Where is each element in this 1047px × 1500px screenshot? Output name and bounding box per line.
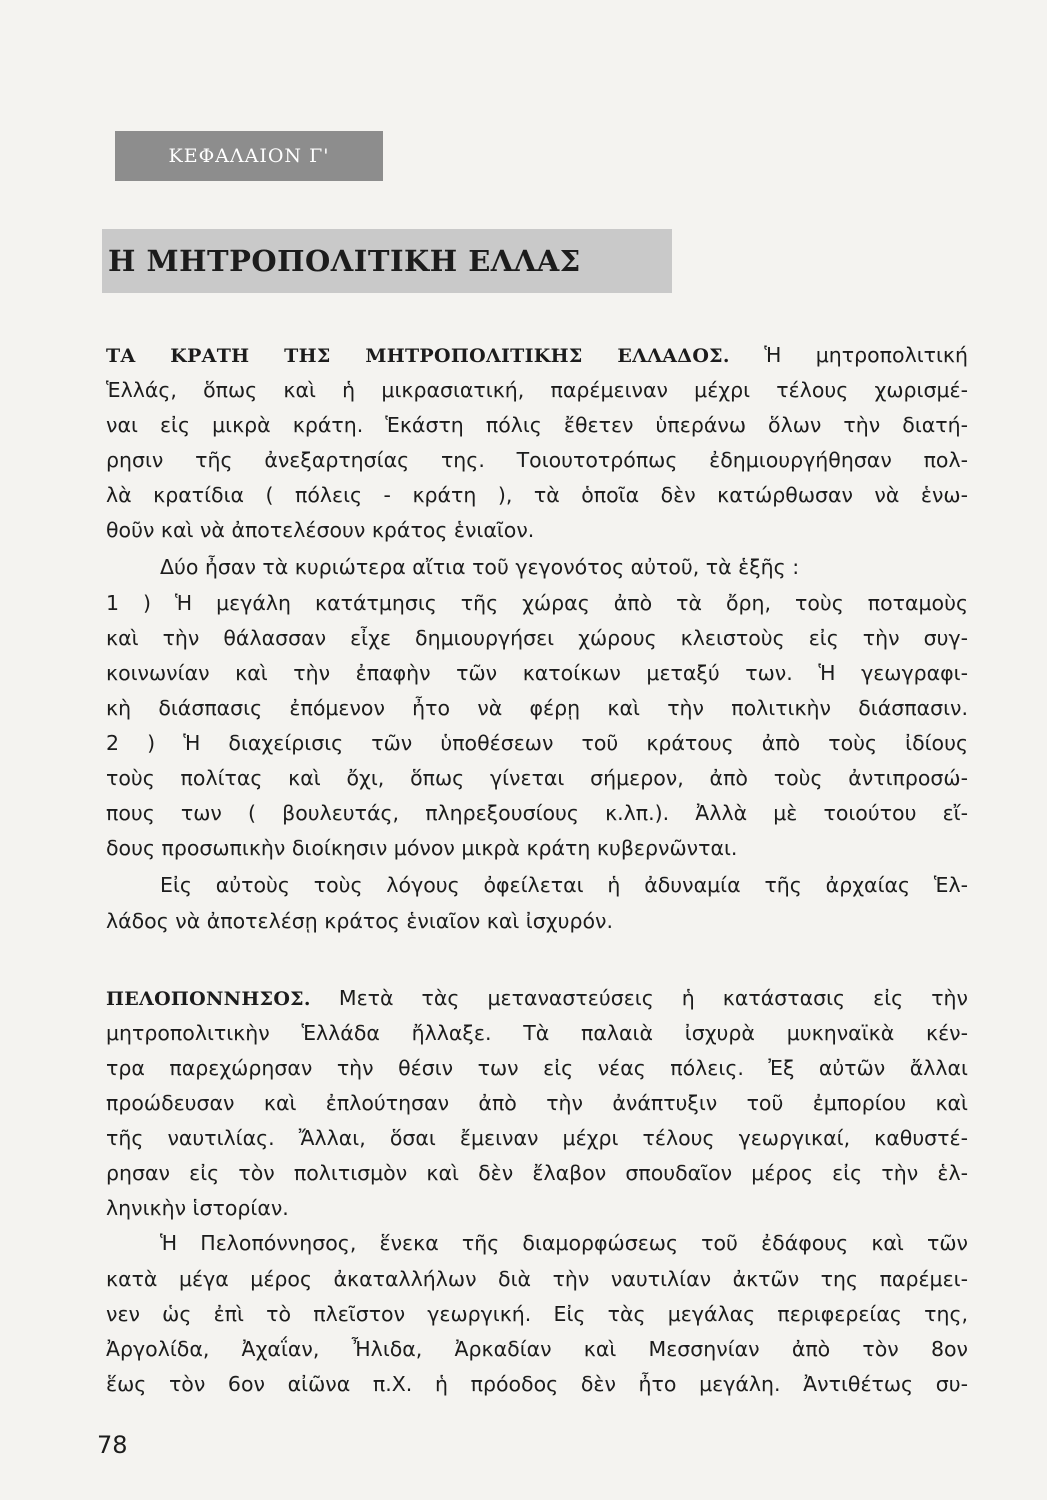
chapter-title: Η ΜΗΤΡΟΠΟΛΙΤΙΚΗ ΕΛΛΑΣ — [102, 229, 672, 293]
paragraph-line: κοινωνίαν καὶ τὴν ἐπαφὴν τῶν κατοίκων μεταξύ των. Ἡ γεωγραφι- — [106, 661, 968, 685]
paragraph-line: κατὰ μέγα μέρος ἀκαταλλήλων διὰ τὴν ναυτιλίαν ἀκτῶν της παρέμει- — [106, 1267, 968, 1291]
paragraph-line: κὴ διάσπασις ἐπόμενον ἦτο νὰ φέρῃ καὶ τὴν πολιτικὴν διάσπασιν. — [106, 696, 968, 720]
paragraph-line: τῆς ναυτιλίας. Ἄλλαι, ὅσαι ἔμειναν μέχρι τέλους γεωργικαί, καθυστέ- — [106, 1126, 968, 1150]
paragraph-line: τρα παρεχώρησαν τὴν θέσιν των εἰς νέας πόλεις. Ἐξ αὐτῶν ἄλλαι — [106, 1056, 968, 1080]
paragraph-line: πους των ( βουλευτάς, πληρεξουσίους κ.λπ.). Ἀλλὰ μὲ τοιούτου εἴ- — [106, 801, 968, 825]
section-heading: ΤΑ ΚΡΑΤΗ ΤΗΣ ΜΗΤΡΟΠΟΛΙΤΙΚΗΣ ΕΛΛΑΔΟΣ. — [106, 345, 730, 367]
paragraph-line: ἕως τὸν 6ον αἰῶνα π.Χ. ἡ πρόοδος δὲν ἦτο μεγάλη. Ἀντιθέτως συ- — [106, 1372, 968, 1396]
paragraph-line: 1 ) Ἡ μεγάλη κατάτμησις τῆς χώρας ἀπὸ τὰ ὄρη, τοὺς ποταμοὺς — [106, 591, 968, 615]
paragraph-line: ΠΕΛΟΠΟΝΝΗΣΟΣ. Μετὰ τὰς μεταναστεύσεις ἡ κατάστασις εἰς τὴν — [106, 986, 968, 1010]
paragraph-line: μητροπολιτικὴν Ἑλλάδα ἤλλαξε. Τὰ παλαιὰ ἰσχυρὰ μυκηναϊκὰ κέν- — [106, 1021, 968, 1045]
paragraph-line: Ἑλλάς, ὅπως καὶ ἡ μικρασιατική, παρέμειναν μέχρι τέλους χωρισμέ- — [106, 378, 968, 402]
paragraph-line: θοῦν καὶ νὰ ἀποτελέσουν κράτος ἑνιαῖον. — [106, 518, 535, 542]
paragraph-line: λάδος νὰ ἀποτελέσῃ κράτος ἑνιαῖον καὶ ἰσχυρόν. — [106, 909, 613, 933]
paragraph-line: Δύο ἦσαν τὰ κυριώτερα αἴτια τοῦ γεγονότος αὐτοῦ, τὰ ἑξῆς : — [160, 555, 800, 579]
paragraph-line: Ἀργολίδα, Ἀχαΐαν, Ἦλιδα, Ἀρκαδίαν καὶ Μεσσηνίαν ἀπὸ τὸν 8ον — [106, 1337, 968, 1361]
paragraph-line: καὶ τὴν θάλασσαν εἶχε δημιουργήσει χώρους κλειστοὺς εἰς τὴν συγ- — [106, 626, 968, 650]
paragraph-line: προώδευσαν καὶ ἐπλούτησαν ἀπὸ τὴν ἀνάπτυξιν τοῦ ἐμπορίου καὶ — [106, 1091, 968, 1115]
paragraph-line: ΤΑ ΚΡΑΤΗ ΤΗΣ ΜΗΤΡΟΠΟΛΙΤΙΚΗΣ ΕΛΛΑΔΟΣ. Ἡ μητροπολιτική — [106, 343, 968, 367]
paragraph-line: Ἡ Πελοπόννησος, ἕνεκα τῆς διαμορφώσεως τοῦ ἐδάφους καὶ τῶν — [160, 1231, 968, 1255]
paragraph-line: δους προσωπικὴν διοίκησιν μόνον μικρὰ κράτη κυβερνῶνται. — [106, 836, 738, 860]
paragraph-line: ληνικὴν ἱστορίαν. — [106, 1196, 289, 1220]
paragraph-line: λὰ κρατίδια ( πόλεις - κράτη ), τὰ ὁποῖα δὲν κατώρθωσαν νὰ ἑνω- — [106, 483, 968, 507]
paragraph-line: ρησαν εἰς τὸν πολιτισμὸν καὶ δὲν ἔλαβον σπουδαῖον μέρος εἰς τὴν ἑλ- — [106, 1161, 968, 1185]
section-heading: ΠΕΛΟΠΟΝΝΗΣΟΣ. — [106, 988, 311, 1010]
chapter-label: ΚΕΦΑΛΑΙΟΝ Γ' — [115, 131, 383, 181]
paragraph-line: τοὺς πολίτας καὶ ὄχι, ὅπως γίνεται σήμερον, ἀπὸ τοὺς ἀντιπροσώ- — [106, 766, 968, 790]
paragraph-line: ναι εἰς μικρὰ κράτη. Ἑκάστη πόλις ἔθετεν ὑπεράνω ὅλων τὴν διατή- — [106, 413, 968, 437]
page-number: 78 — [97, 1431, 128, 1459]
paragraph-line: ρησιν τῆς ἀνεξαρτησίας της. Τοιουτοτρόπως ἐδημιουργήθησαν πολ- — [106, 448, 968, 472]
paragraph-line: Εἰς αὐτοὺς τοὺς λόγους ὀφείλεται ἡ ἀδυναμία τῆς ἀρχαίας Ἑλ- — [160, 873, 968, 897]
paragraph-line: νεν ὡς ἐπὶ τὸ πλεῖστον γεωργική. Εἰς τὰς μεγάλας περιφερείας της, — [106, 1302, 968, 1326]
paragraph-line: 2 ) Ἡ διαχείρισις τῶν ὑποθέσεων τοῦ κράτους ἀπὸ τοὺς ἰδίους — [106, 731, 968, 755]
